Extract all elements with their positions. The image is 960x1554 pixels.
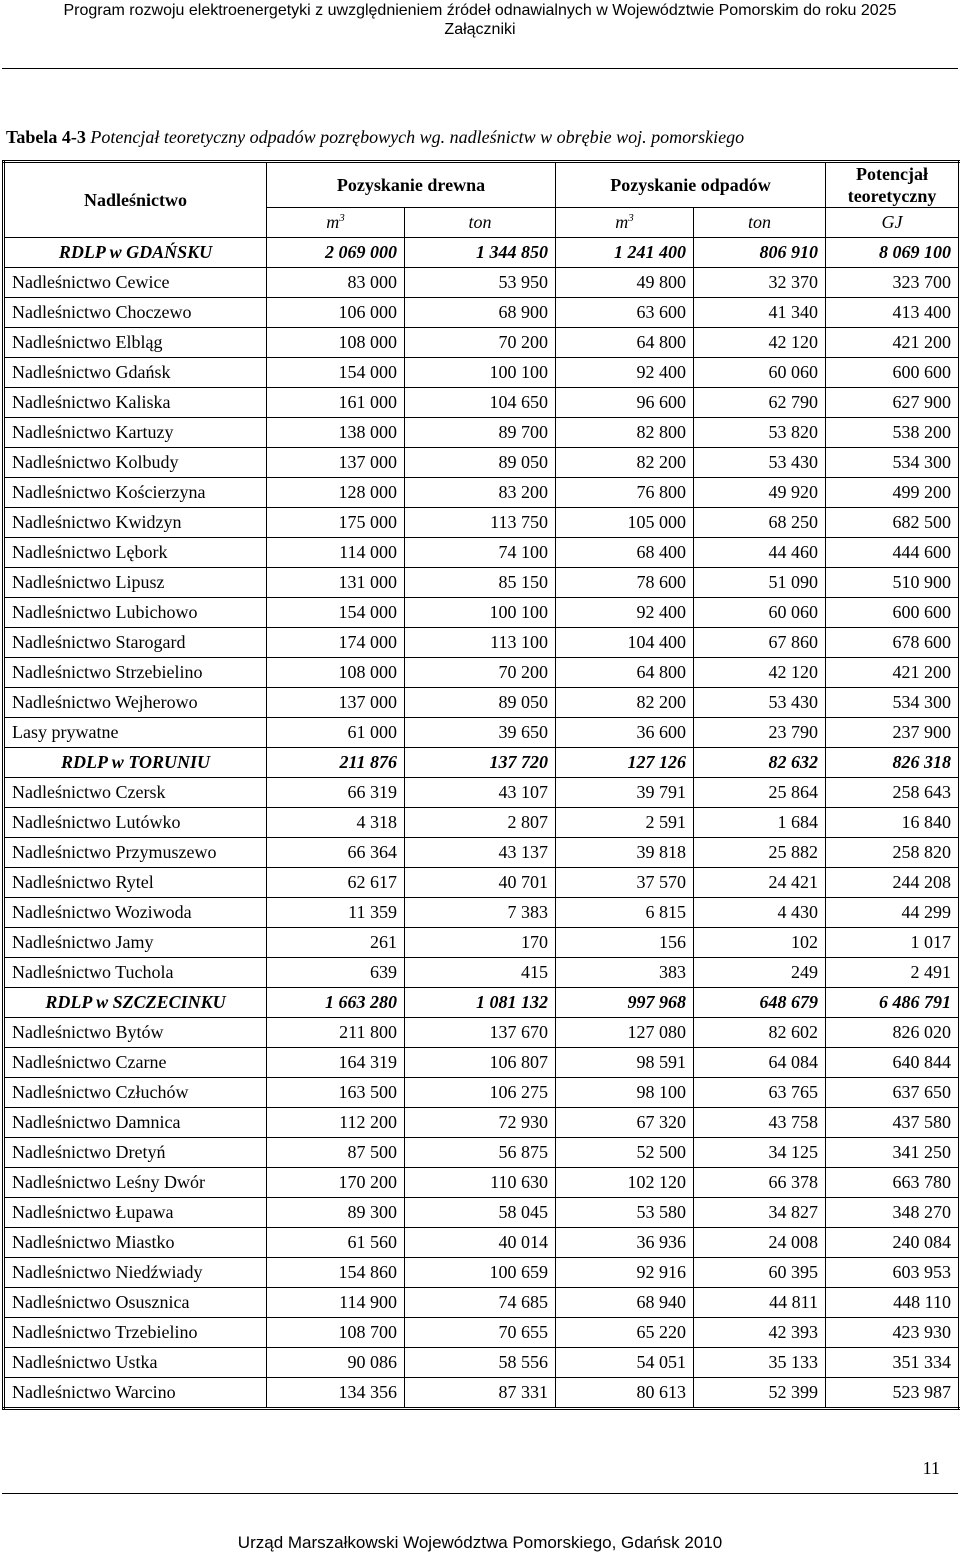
row-value: 41 340: [694, 298, 826, 328]
row-value: 102: [694, 928, 826, 958]
row-value: 437 580: [826, 1108, 960, 1138]
row-value: 138 000: [267, 418, 405, 448]
row-value: 36 600: [556, 718, 694, 748]
row-value: 108 000: [267, 658, 405, 688]
row-value: 82 200: [556, 688, 694, 718]
row-value: 6 815: [556, 898, 694, 928]
row-value: 85 150: [405, 568, 556, 598]
row-value: 826 318: [826, 748, 960, 778]
table-row: [4, 538, 960, 568]
row-value: 211 876: [267, 748, 405, 778]
row-value: 444 600: [826, 538, 960, 568]
row-value: 448 110: [826, 1288, 960, 1318]
row-name: Nadleśnictwo Woziwoda: [4, 898, 267, 928]
column-header-wood: Pozyskanie drewna: [267, 162, 556, 208]
header-subtitle: Załączniki: [444, 21, 516, 38]
table-row: [4, 1048, 960, 1078]
row-value: 134 356: [267, 1378, 405, 1409]
row-value: 92 400: [556, 598, 694, 628]
row-value: 53 820: [694, 418, 826, 448]
row-value: 43 758: [694, 1108, 826, 1138]
row-value: 82 800: [556, 418, 694, 448]
row-value: 64 800: [556, 328, 694, 358]
row-value: 1 081 132: [405, 988, 556, 1018]
row-value: 61 000: [267, 718, 405, 748]
row-value: 1 663 280: [267, 988, 405, 1018]
row-value: 510 900: [826, 568, 960, 598]
row-value: 154 000: [267, 358, 405, 388]
row-value: 154 000: [267, 598, 405, 628]
row-value: 164 319: [267, 1048, 405, 1078]
row-name: Nadleśnictwo Cewice: [4, 268, 267, 298]
row-value: 114 900: [267, 1288, 405, 1318]
row-value: 37 570: [556, 868, 694, 898]
row-value: 42 120: [694, 658, 826, 688]
row-value: 104 400: [556, 628, 694, 658]
row-value: 64 084: [694, 1048, 826, 1078]
row-value: 63 600: [556, 298, 694, 328]
row-value: 1 684: [694, 808, 826, 838]
row-value: 90 086: [267, 1348, 405, 1378]
table-row: [4, 1378, 960, 1409]
row-value: 68 250: [694, 508, 826, 538]
row-value: 51 090: [694, 568, 826, 598]
row-value: 2 491: [826, 958, 960, 988]
row-value: 74 100: [405, 538, 556, 568]
row-value: 92 400: [556, 358, 694, 388]
row-value: 137 000: [267, 688, 405, 718]
row-value: 36 936: [556, 1228, 694, 1258]
table-row: [4, 418, 960, 448]
table-body: [4, 238, 960, 1409]
table-row: [4, 388, 960, 418]
table-row: [4, 928, 960, 958]
row-name: Nadleśnictwo Rytel: [4, 868, 267, 898]
row-value: 1 344 850: [405, 238, 556, 268]
table-row: [4, 298, 960, 328]
table-row: [4, 508, 960, 538]
row-value: 76 800: [556, 478, 694, 508]
row-value: 60 395: [694, 1258, 826, 1288]
row-value: 39 650: [405, 718, 556, 748]
row-value: 25 882: [694, 838, 826, 868]
row-value: 113 100: [405, 628, 556, 658]
row-value: 42 120: [694, 328, 826, 358]
row-value: 110 630: [405, 1168, 556, 1198]
row-value: 98 591: [556, 1048, 694, 1078]
row-name: Nadleśnictwo Elbląg: [4, 328, 267, 358]
row-value: 2 591: [556, 808, 694, 838]
row-value: 53 430: [694, 448, 826, 478]
row-name: Nadleśnictwo Choczewo: [4, 298, 267, 328]
row-value: 96 600: [556, 388, 694, 418]
row-value: 648 679: [694, 988, 826, 1018]
row-value: 249: [694, 958, 826, 988]
row-value: 258 643: [826, 778, 960, 808]
table-row: [4, 1168, 960, 1198]
row-value: 663 780: [826, 1168, 960, 1198]
row-name: Nadleśnictwo Czarne: [4, 1048, 267, 1078]
row-name: Nadleśnictwo Lutówko: [4, 808, 267, 838]
row-value: 70 655: [405, 1318, 556, 1348]
row-value: 108 000: [267, 328, 405, 358]
table-row: [4, 1288, 960, 1318]
row-name: Nadleśnictwo Tuchola: [4, 958, 267, 988]
row-value: 997 968: [556, 988, 694, 1018]
row-value: 74 685: [405, 1288, 556, 1318]
row-value: 83 200: [405, 478, 556, 508]
potential-table: [2, 160, 960, 1410]
unit-wood-mass: ton: [405, 208, 556, 238]
row-name: Nadleśnictwo Leśny Dwór: [4, 1168, 267, 1198]
row-value: 66 319: [267, 778, 405, 808]
row-name: Nadleśnictwo Osusznica: [4, 1288, 267, 1318]
row-name: Nadleśnictwo Gdańsk: [4, 358, 267, 388]
row-value: 35 133: [694, 1348, 826, 1378]
row-value: 82 632: [694, 748, 826, 778]
table-row: [4, 898, 960, 928]
row-value: 34 125: [694, 1138, 826, 1168]
row-value: 67 320: [556, 1108, 694, 1138]
row-name: Nadleśnictwo Kolbudy: [4, 448, 267, 478]
row-value: 43 137: [405, 838, 556, 868]
row-value: 161 000: [267, 388, 405, 418]
row-value: 68 900: [405, 298, 556, 328]
row-name: Nadleśnictwo Łupawa: [4, 1198, 267, 1228]
table-row: [4, 1318, 960, 1348]
table-row: [4, 1228, 960, 1258]
row-value: 534 300: [826, 448, 960, 478]
row-value: 82 200: [556, 448, 694, 478]
row-value: 106 000: [267, 298, 405, 328]
row-value: 127 080: [556, 1018, 694, 1048]
row-name: RDLP w GDAŃSKU: [4, 238, 267, 268]
row-value: 32 370: [694, 268, 826, 298]
row-value: 826 020: [826, 1018, 960, 1048]
row-value: 102 120: [556, 1168, 694, 1198]
row-value: 68 940: [556, 1288, 694, 1318]
row-value: 62 617: [267, 868, 405, 898]
row-value: 2 807: [405, 808, 556, 838]
row-value: 66 364: [267, 838, 405, 868]
row-value: 53 580: [556, 1198, 694, 1228]
row-value: 39 818: [556, 838, 694, 868]
table-row: [4, 868, 960, 898]
row-value: 261: [267, 928, 405, 958]
row-value: 174 000: [267, 628, 405, 658]
row-name: Nadleśnictwo Kwidzyn: [4, 508, 267, 538]
row-name: Nadleśnictwo Przymuszewo: [4, 838, 267, 868]
row-value: 16 840: [826, 808, 960, 838]
row-value: 678 600: [826, 628, 960, 658]
row-value: 100 100: [405, 358, 556, 388]
row-value: 34 827: [694, 1198, 826, 1228]
row-value: 58 556: [405, 1348, 556, 1378]
row-value: 44 299: [826, 898, 960, 928]
row-value: 67 860: [694, 628, 826, 658]
row-value: 2 069 000: [267, 238, 405, 268]
row-value: 66 378: [694, 1168, 826, 1198]
row-name: Nadleśnictwo Lubichowo: [4, 598, 267, 628]
row-value: 127 126: [556, 748, 694, 778]
row-value: 108 700: [267, 1318, 405, 1348]
row-value: 89 300: [267, 1198, 405, 1228]
table-row: [4, 808, 960, 838]
row-value: 100 100: [405, 598, 556, 628]
row-value: 113 750: [405, 508, 556, 538]
region-row: [4, 748, 960, 778]
caption-label: Tabela 4-3: [6, 127, 86, 147]
row-value: 6 486 791: [826, 988, 960, 1018]
row-name: Nadleśnictwo Kaliska: [4, 388, 267, 418]
table-caption: [6, 127, 744, 148]
row-name: RDLP w SZCZECINKU: [4, 988, 267, 1018]
row-name: RDLP w TORUNIU: [4, 748, 267, 778]
row-value: 154 860: [267, 1258, 405, 1288]
region-row: [4, 238, 960, 268]
row-value: 64 800: [556, 658, 694, 688]
row-value: 499 200: [826, 478, 960, 508]
page-header: [0, 0, 960, 39]
row-value: 70 200: [405, 658, 556, 688]
row-value: 7 383: [405, 898, 556, 928]
row-value: 49 800: [556, 268, 694, 298]
row-value: 421 200: [826, 328, 960, 358]
table-row: [4, 1198, 960, 1228]
table-row: [4, 1018, 960, 1048]
row-value: 52 500: [556, 1138, 694, 1168]
row-name: Nadleśnictwo Dretyń: [4, 1138, 267, 1168]
row-name: Nadleśnictwo Strzebielino: [4, 658, 267, 688]
column-header-name: Nadleśnictwo: [4, 162, 267, 238]
row-name: Nadleśnictwo Warcino: [4, 1378, 267, 1409]
row-value: 1 017: [826, 928, 960, 958]
row-value: 351 334: [826, 1348, 960, 1378]
row-value: 112 200: [267, 1108, 405, 1138]
row-value: 627 900: [826, 388, 960, 418]
row-value: 211 800: [267, 1018, 405, 1048]
unit-waste-volume: $m^3$: [556, 208, 694, 238]
row-value: 640 844: [826, 1048, 960, 1078]
table-row: [4, 838, 960, 868]
row-value: 23 790: [694, 718, 826, 748]
row-value: 240 084: [826, 1228, 960, 1258]
header-title: Program rozwoju elektroenergetyki z uwzględnieniem źródeł odnawialnych w Województwie Pomorskim do roku 2025: [63, 2, 897, 19]
row-value: 39 791: [556, 778, 694, 808]
row-value: 65 220: [556, 1318, 694, 1348]
row-value: 58 045: [405, 1198, 556, 1228]
row-value: 137 720: [405, 748, 556, 778]
table-row: [4, 688, 960, 718]
caption-text: Potencjał teoretyczny odpadów pozrębowych wg. nadleśnictw w obrębie woj. pomorskiego: [85, 127, 745, 147]
table-row: [4, 628, 960, 658]
row-value: 49 920: [694, 478, 826, 508]
row-value: 114 000: [267, 538, 405, 568]
row-name: Nadleśnictwo Czersk: [4, 778, 267, 808]
row-value: 534 300: [826, 688, 960, 718]
header-divider: [2, 68, 958, 69]
row-value: 237 900: [826, 718, 960, 748]
row-value: 806 910: [694, 238, 826, 268]
row-value: 52 399: [694, 1378, 826, 1409]
row-name: Nadleśnictwo Lębork: [4, 538, 267, 568]
table-row: [4, 1348, 960, 1378]
row-value: 62 790: [694, 388, 826, 418]
row-value: 63 765: [694, 1078, 826, 1108]
table-row: [4, 328, 960, 358]
row-value: 11 359: [267, 898, 405, 928]
region-row: [4, 988, 960, 1018]
table-row: [4, 358, 960, 388]
row-value: 1 241 400: [556, 238, 694, 268]
row-value: 413 400: [826, 298, 960, 328]
row-value: 4 318: [267, 808, 405, 838]
table-row: [4, 1138, 960, 1168]
table-row: [4, 448, 960, 478]
row-value: 60 060: [694, 358, 826, 388]
row-value: 104 650: [405, 388, 556, 418]
row-value: 538 200: [826, 418, 960, 448]
row-value: 637 650: [826, 1078, 960, 1108]
row-value: 131 000: [267, 568, 405, 598]
table-row: [4, 1258, 960, 1288]
row-value: 87 500: [267, 1138, 405, 1168]
unit-waste-mass: ton: [694, 208, 826, 238]
row-name: Nadleśnictwo Niedźwiady: [4, 1258, 267, 1288]
table-row: [4, 718, 960, 748]
row-name: Nadleśnictwo Bytów: [4, 1018, 267, 1048]
row-value: 639: [267, 958, 405, 988]
row-value: 83 000: [267, 268, 405, 298]
table-row: [4, 1078, 960, 1108]
row-value: 341 250: [826, 1138, 960, 1168]
row-value: 244 208: [826, 868, 960, 898]
row-value: 163 500: [267, 1078, 405, 1108]
row-value: 175 000: [267, 508, 405, 538]
table-row: [4, 268, 960, 298]
page-footer: Urząd Marszałkowski Województwa Pomorskiego, Gdańsk 2010: [237, 1533, 723, 1552]
row-value: 170 200: [267, 1168, 405, 1198]
row-value: 72 930: [405, 1108, 556, 1138]
row-value: 43 107: [405, 778, 556, 808]
row-value: 89 050: [405, 448, 556, 478]
row-value: 60 060: [694, 598, 826, 628]
row-value: 98 100: [556, 1078, 694, 1108]
row-value: 523 987: [826, 1378, 960, 1409]
row-value: 24 008: [694, 1228, 826, 1258]
row-value: 600 600: [826, 598, 960, 628]
row-value: 348 270: [826, 1198, 960, 1228]
row-value: 42 393: [694, 1318, 826, 1348]
row-value: 80 613: [556, 1378, 694, 1409]
row-value: 106 275: [405, 1078, 556, 1108]
row-value: 137 000: [267, 448, 405, 478]
row-value: 423 930: [826, 1318, 960, 1348]
row-value: 106 807: [405, 1048, 556, 1078]
row-name: Nadleśnictwo Damnica: [4, 1108, 267, 1138]
row-value: 603 953: [826, 1258, 960, 1288]
row-value: 53 430: [694, 688, 826, 718]
row-value: 53 950: [405, 268, 556, 298]
row-value: 40 014: [405, 1228, 556, 1258]
row-value: 8 069 100: [826, 238, 960, 268]
row-name: Nadleśnictwo Kościerzyna: [4, 478, 267, 508]
row-value: 170: [405, 928, 556, 958]
column-header-waste: Pozyskanie odpadów: [556, 162, 826, 208]
row-name: Nadleśnictwo Kartuzy: [4, 418, 267, 448]
row-name: Nadleśnictwo Miastko: [4, 1228, 267, 1258]
row-value: 415: [405, 958, 556, 988]
row-value: 4 430: [694, 898, 826, 928]
row-value: 70 200: [405, 328, 556, 358]
row-value: 128 000: [267, 478, 405, 508]
table-row: [4, 568, 960, 598]
row-value: 89 700: [405, 418, 556, 448]
row-value: 383: [556, 958, 694, 988]
table-row: [4, 478, 960, 508]
row-name: Nadleśnictwo Trzebielino: [4, 1318, 267, 1348]
row-value: 92 916: [556, 1258, 694, 1288]
table-row: [4, 778, 960, 808]
row-name: Nadleśnictwo Jamy: [4, 928, 267, 958]
row-value: 258 820: [826, 838, 960, 868]
row-value: 44 460: [694, 538, 826, 568]
row-value: 40 701: [405, 868, 556, 898]
table-row: [4, 1108, 960, 1138]
page-number: 11: [922, 1458, 940, 1478]
row-value: 156: [556, 928, 694, 958]
row-value: 24 421: [694, 868, 826, 898]
row-value: 89 050: [405, 688, 556, 718]
table-row: [4, 958, 960, 988]
row-value: 100 659: [405, 1258, 556, 1288]
row-value: 44 811: [694, 1288, 826, 1318]
row-name: Nadleśnictwo Lipusz: [4, 568, 267, 598]
row-value: 323 700: [826, 268, 960, 298]
row-name: Nadleśnictwo Ustka: [4, 1348, 267, 1378]
footer-divider: [2, 1493, 958, 1494]
row-value: 421 200: [826, 658, 960, 688]
row-value: 682 500: [826, 508, 960, 538]
row-value: 105 000: [556, 508, 694, 538]
row-value: 82 602: [694, 1018, 826, 1048]
table-row: [4, 598, 960, 628]
row-value: 600 600: [826, 358, 960, 388]
column-header-potential: Potencjał teoretyczny: [826, 162, 960, 208]
table-row: [4, 658, 960, 688]
unit-wood-volume: $m^3$: [267, 208, 405, 238]
row-name: Nadleśnictwo Człuchów: [4, 1078, 267, 1108]
row-value: 61 560: [267, 1228, 405, 1258]
row-name: Lasy prywatne: [4, 718, 267, 748]
row-value: 25 864: [694, 778, 826, 808]
row-value: 54 051: [556, 1348, 694, 1378]
row-name: Nadleśnictwo Starogard: [4, 628, 267, 658]
unit-potential: GJ: [826, 208, 960, 238]
row-value: 78 600: [556, 568, 694, 598]
row-value: 68 400: [556, 538, 694, 568]
row-name: Nadleśnictwo Wejherowo: [4, 688, 267, 718]
row-value: 56 875: [405, 1138, 556, 1168]
row-value: 87 331: [405, 1378, 556, 1409]
row-value: 137 670: [405, 1018, 556, 1048]
